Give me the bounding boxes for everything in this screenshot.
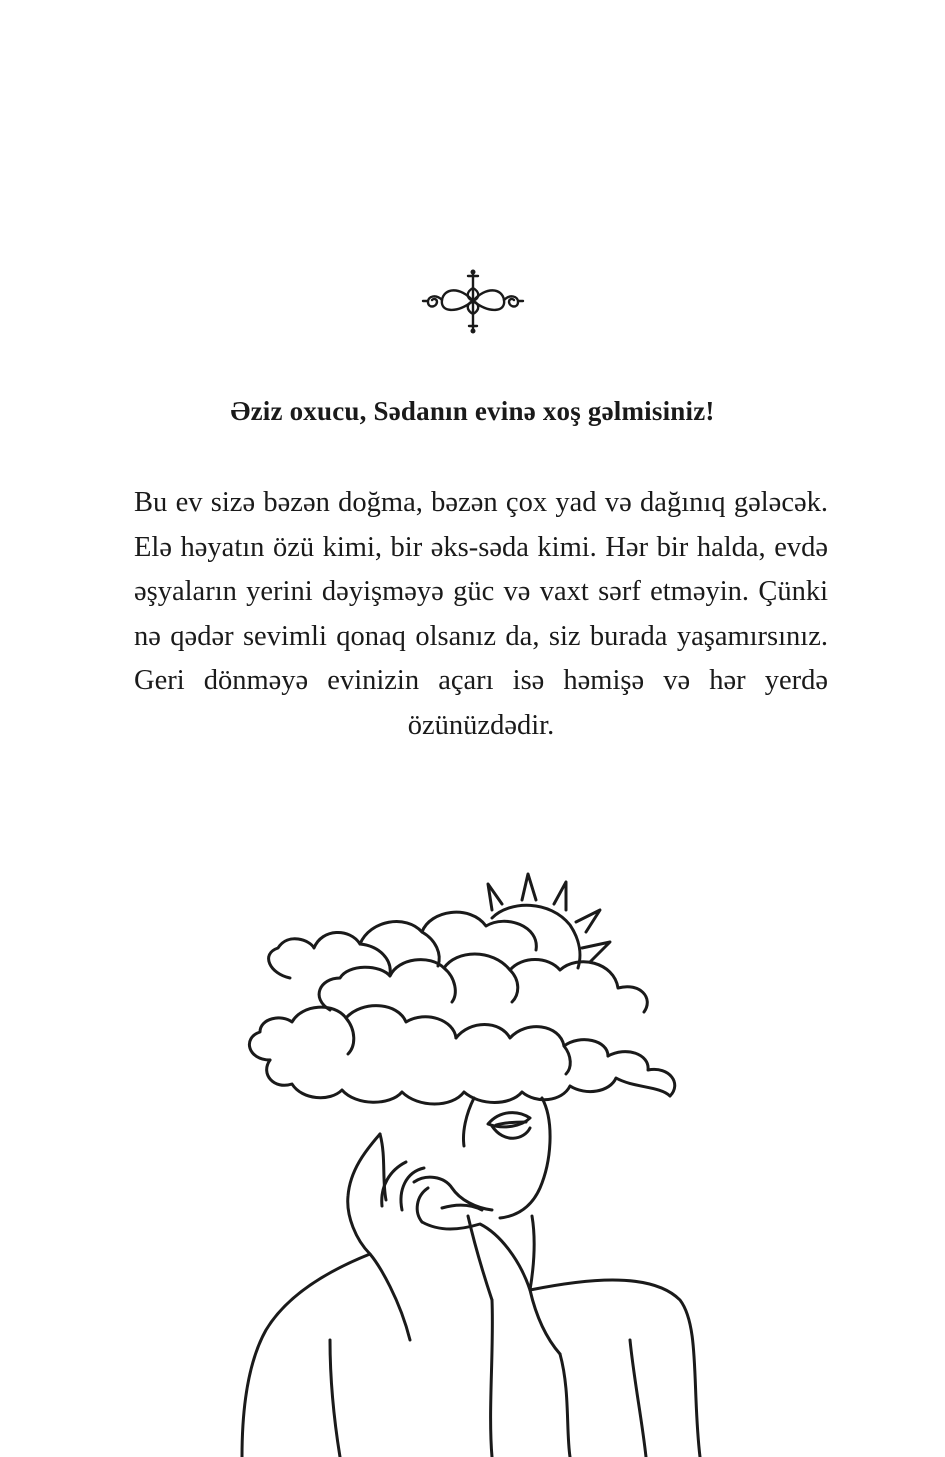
body-paragraph: Bu ev sizə bəzən doğma, bəzən çox yad və dağınıq gələcək. Elə həyatın özü kimi, bir əks-səda kimi. Hər bir halda, evdə əşyaların yerini dəyişməyə güc və vaxt sərf etməyin. Çünki nə qədər sevimli qonaq olsanız da, siz burada yaşamırsınız. Geri dönməyə evinizin açarı isə həmişə və hər yerdə özünüzdədir. xyxy=(134,487,828,741)
cloud-head-woman-illustration xyxy=(230,870,730,1457)
page-heading: Əziz oxucu, Sədanın evinə xoş gəlmisiniz! xyxy=(230,396,715,426)
flourish-ornament-icon xyxy=(420,268,526,334)
